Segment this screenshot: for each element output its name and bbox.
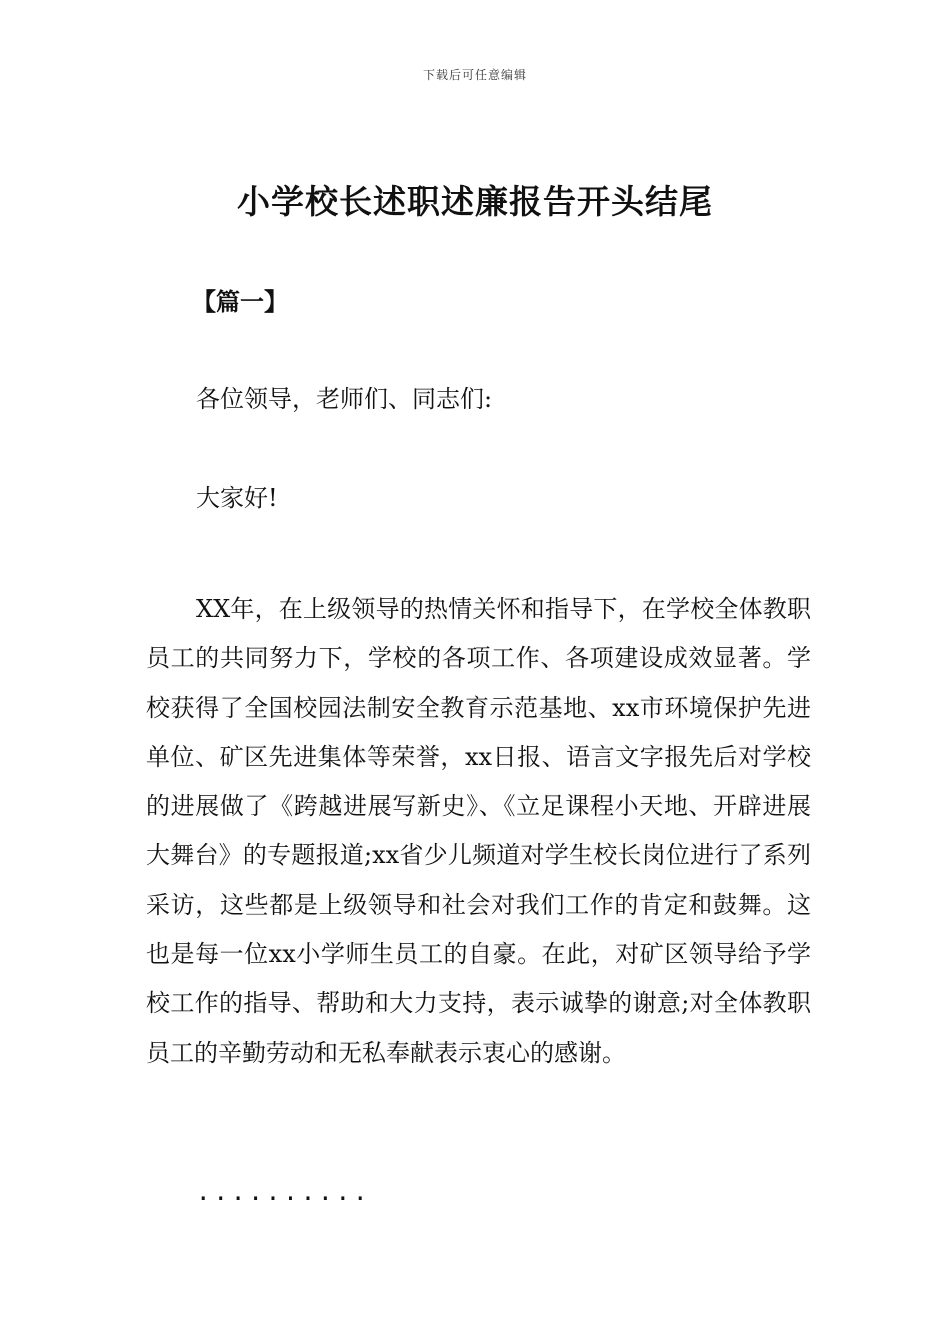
greeting: 大家好! — [196, 484, 278, 512]
body-paragraph: XX年，在上级领导的热情关怀和指导下，在学校全体教职员工的共同努力下，学校的各项工作、各项建设成效显著。学校获得了全国校园法制安全教育示范基地、xx市环境保护先进单位、矿区先进集体等荣誉，xx日报、语言文字报先后对学校的进展做了《跨越进展写新史》、《立足课程小天地、开辟进展大舞台》的专题报道;xx省少儿频道对学生校长岗位进行了系列采访，这些都是上级领导和社会对我们工作的肯定和鼓舞。这也是每一位xx小学师生员工的自豪。在此，对矿区领导给予学校工作的指导、帮助和大力支持，表示诚挚的谢意;对全体教职员工的辛勤劳动和无私奉献表示衷心的感谢。 — [146, 595, 811, 1067]
header-note: 下载后可任意编辑 — [422, 68, 527, 82]
salutation: 各位领导，老师们、同志们: — [196, 385, 493, 413]
document-title: 小学校长述职述廉报告开头结尾 — [237, 182, 713, 221]
section-label: 【篇一】 — [192, 288, 288, 316]
ellipsis: .......... — [196, 1178, 371, 1206]
